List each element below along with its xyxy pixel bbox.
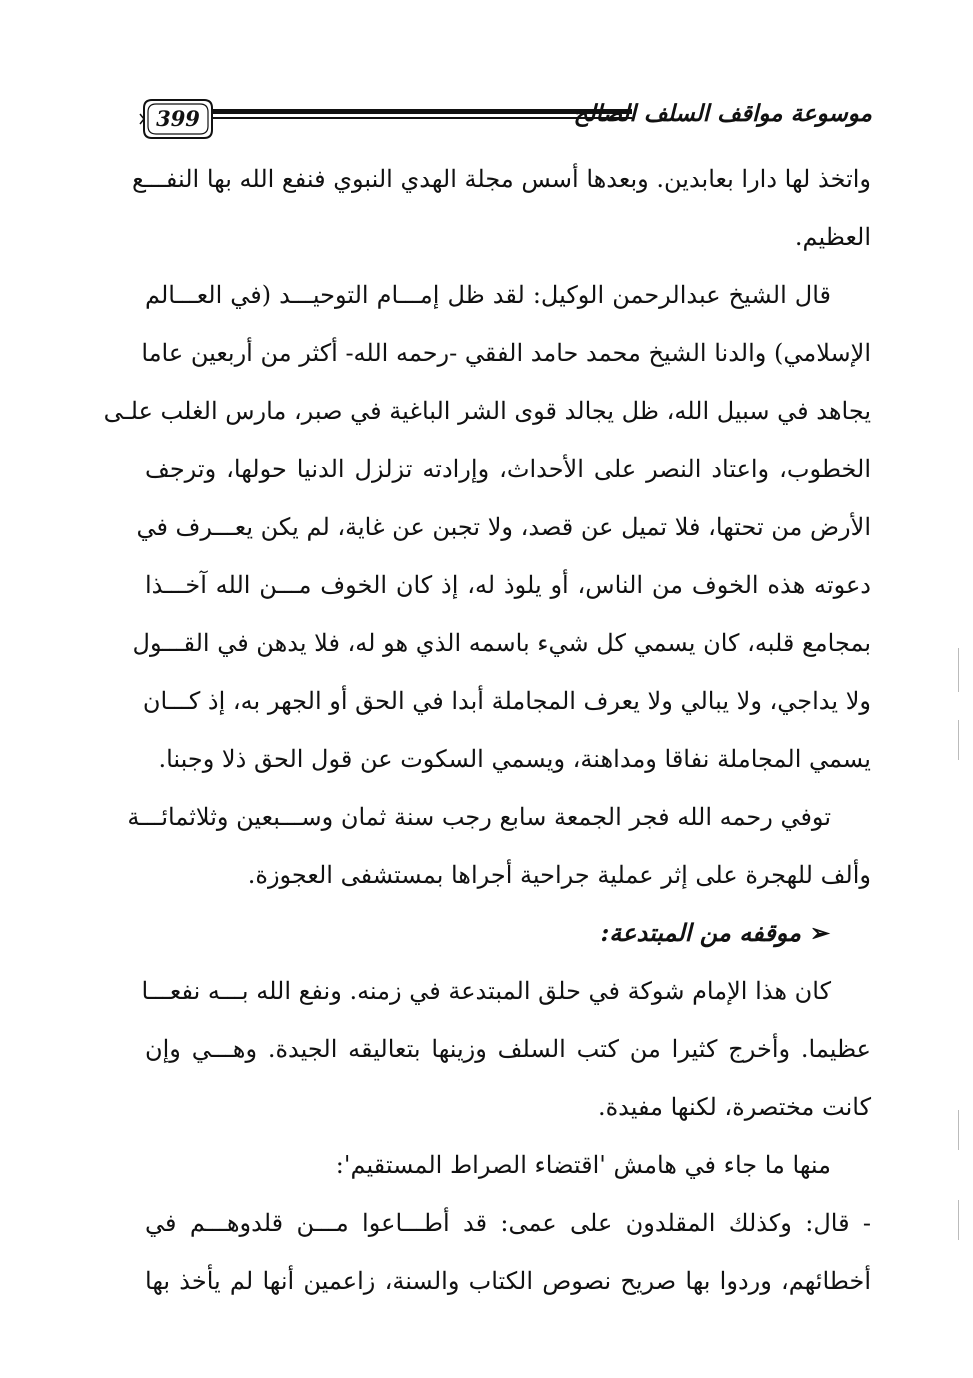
text-line: يجاهد في سبيل الله، ظل يجالد قوى الشر الباغية في صبر، مارس الغلب علـى [103, 397, 871, 425]
book-title: موسوعة مواقف السلف الصالح [573, 100, 872, 127]
text-line: توفي رحمه الله فجر الجمعة سابع رجب سنة ثمان وســـبعين وثلاثمائـــة [127, 803, 831, 831]
text-line: بمجامع قلبه، كان يسمي كل شيء باسمه الذي هو له، فلا يدهن في القـــول [132, 629, 871, 657]
text-line: الخطوب، واعتاد النصر على الأحداث، وإرادته تزلزل الدنيا حولها، وترجف [145, 455, 871, 483]
text-line: - قال: وكذلك المقلدون على عمى: قد أطـــاعوا مـــن قلدوهـــم في [145, 1209, 871, 1237]
page-number-badge [142, 96, 214, 142]
text-line: الإسلامي) والدنا الشيخ محمد حامد الفقي -رحمه الله- أكثر من أربعين عاما [141, 339, 871, 367]
page-header [142, 92, 872, 150]
text-line: الأرض من تحتها، فلا تميل عن قصد، ولا تجبن عن غاية، لم يكن يعـــرف في [136, 513, 871, 541]
text-line: العظيم. [794, 223, 871, 251]
text-line: منها ما جاء في هامش 'اقتضاء الصراط المستقيم': [335, 1151, 831, 1179]
text-line: وألف للهجرة على إثر عملية جراحية أجراها بمستشفى العجوزة. [247, 861, 871, 889]
text-line: عظيما. وأخرج كثيرا من كتب السلف وزينها بتعاليقه الجيدة. وهـــي وإن [145, 1035, 871, 1063]
text-line: دعوته هذه الخوف من الناس، أو يلوذ له، إذ كان الخوف مـــن الله آخـــذا [145, 571, 871, 599]
text-line: أخطائهم، وردوا بها صريح نصوص الكتاب والسنة، زاعمين أنها لم يأخذ بها [145, 1267, 871, 1295]
arrow-bullet-icon: ➢ [809, 918, 831, 947]
scan-mark [958, 1200, 959, 1240]
text-line: يسمي المجاملة نفاقا ومداهنة، ويسمي السكوت عن قول الحق ذلا وجبنا. [158, 745, 871, 773]
page-number: 399 [156, 106, 200, 131]
scan-mark [958, 1110, 959, 1150]
scan-mark [958, 720, 959, 760]
text-line: واتخذ لها دارا بعابدين. وبعدها أسس مجلة الهدي النبوي فنفع الله بها النفـــع [131, 165, 871, 193]
scan-mark [958, 648, 959, 692]
text-line: كانت مختصرة، لكنها مفيدة. [597, 1093, 871, 1121]
header-rule [212, 109, 632, 121]
text-line: قال الشيخ عبدالرحمن الوكيل: لقد ظل إمـــام التوحيـــد (في العـــالم [145, 281, 831, 309]
section-heading [145, 904, 871, 962]
text-line: كان هذا الإمام شوكة في حلق المبتدعة في زمنه. ونفع الله بـــه نفعـــا [141, 977, 831, 1005]
section-heading-text: موقفه من المبتدعة: [600, 918, 801, 947]
page-body [103, 150, 871, 1310]
text-line: ولا يداجي، ولا يبالي ولا يعرف المجاملة أبدا في الحق أو الجهر به، إذ كـــان [142, 687, 871, 715]
